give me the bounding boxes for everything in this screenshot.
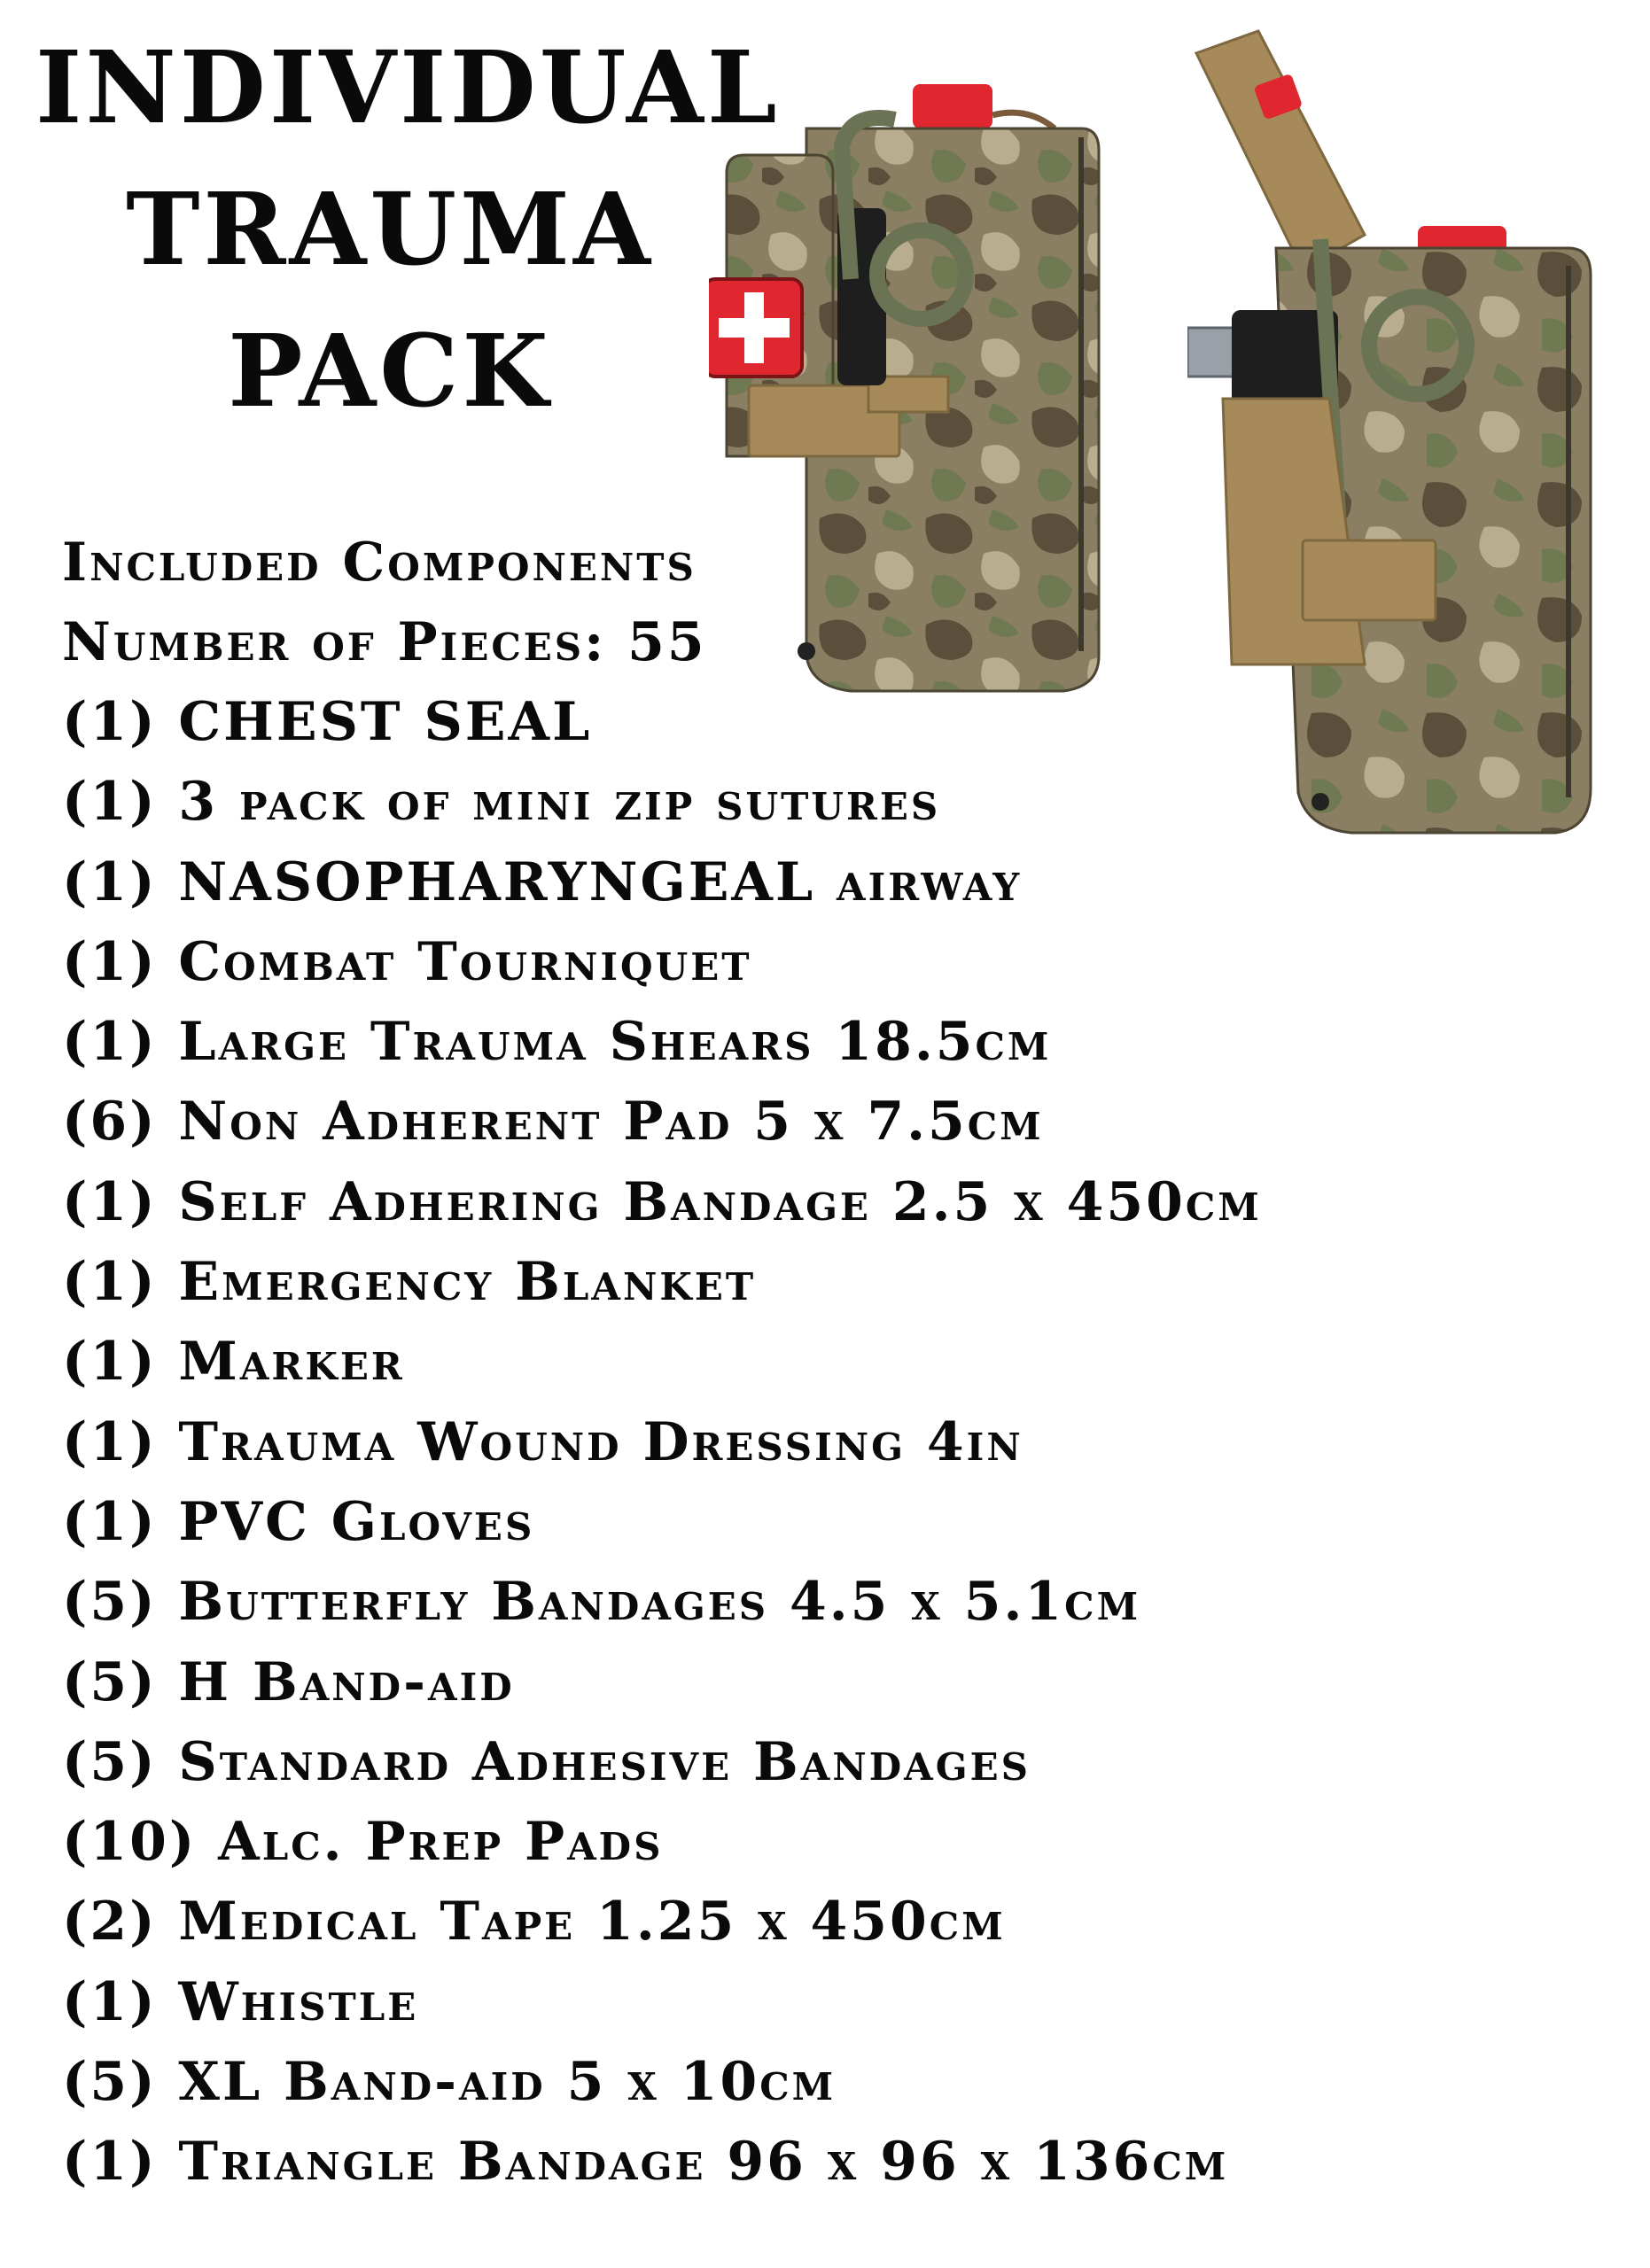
list-item: (1) Self Adhering Bandage 2.5 x 450cm — [62, 1170, 1262, 1233]
list-item: (1) PVC Gloves — [62, 1490, 535, 1553]
list-item: (2) Medical Tape 1.25 x 450cm — [62, 1891, 1006, 1953]
list-item: (1) Large Trauma Shears 18.5cm — [62, 1011, 1052, 1074]
list-item: (1) Combat Tourniquet — [62, 930, 752, 993]
title-line-1: INDIVIDUAL — [35, 30, 781, 146]
included-components-heading: Included Components — [62, 532, 697, 594]
title-line-3: PACK — [228, 314, 552, 430]
trauma-pouch-front-image — [709, 84, 1108, 695]
list-item: (10) Alc. Prep Pads — [62, 1811, 664, 1874]
number-of-pieces: Number of Pieces: 55 — [62, 611, 707, 673]
components-list — [62, 682, 1262, 2202]
list-item: (5) H Band-aid — [62, 1651, 515, 1713]
list-item: (5) Standard Adhesive Bandages — [62, 1730, 1031, 1793]
list-item: (1) 3 pack of mini zip sutures — [62, 771, 941, 834]
title-line-2: TRAUMA — [126, 172, 654, 288]
list-item: (1) Triangle Bandage 96 x 96 x 136cm — [62, 2131, 1229, 2194]
page-title — [35, 18, 781, 443]
list-item: (1) NASOPHARYNGEAL airway — [62, 850, 1023, 913]
list-item: (1) CHEST SEAL — [62, 691, 593, 753]
list-item: (1) Trauma Wound Dressing 4in — [62, 1410, 1023, 1473]
list-item: (5) XL Band-aid 5 x 10cm — [62, 2051, 837, 2114]
list-item: (5) Butterfly Bandages 4.5 x 5.1cm — [62, 1571, 1141, 1634]
list-item: (1) Marker — [62, 1331, 405, 1394]
list-item: (1) Emergency Blanket — [62, 1251, 757, 1314]
list-item: (6) Non Adherent Pad 5 x 7.5cm — [62, 1091, 1044, 1153]
list-item: (1) Whistle — [62, 1970, 419, 2033]
